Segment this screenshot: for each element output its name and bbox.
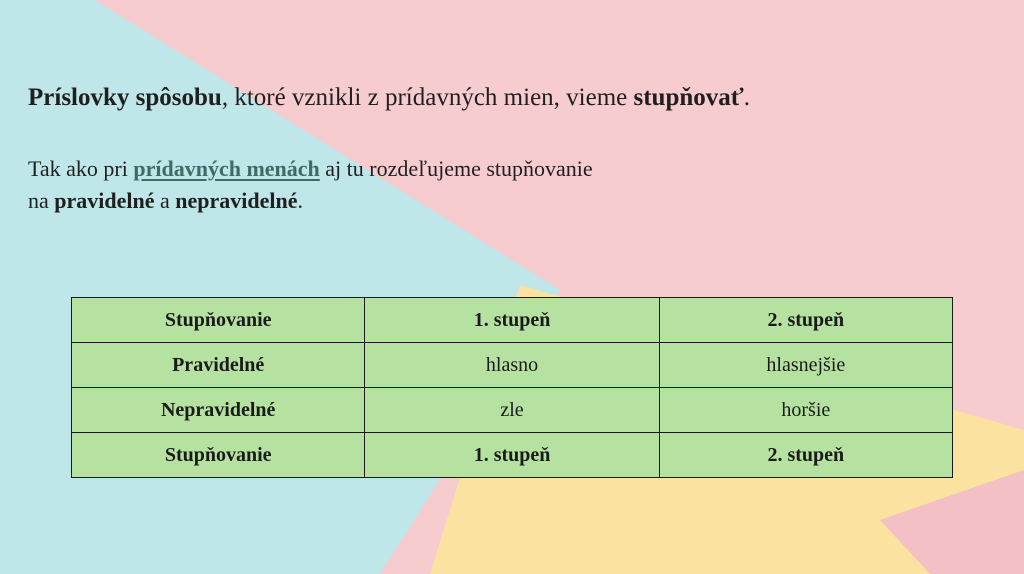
table-cell: hlasnejšie [659,343,952,388]
paragraph-text: . [297,188,303,213]
heading-text: , ktoré vznikli z prídavných mien, vieme [221,84,634,111]
table-cell: hlasno [365,343,659,388]
table-cell: zle [365,388,659,433]
irregular-term: nepravidelné [175,188,298,213]
paragraph-line-2 [28,188,303,214]
paragraph-line-1 [28,156,593,182]
paragraph-text: aj tu rozdeľujeme stupňovanie [319,156,593,181]
heading-bold-verb: stupňovať [633,84,744,111]
slide-heading [28,84,750,112]
table-cell: 2. stupeň [659,433,952,478]
heading-bold-term: Príslovky spôsobu [28,84,222,111]
table-cell: 1. stupeň [365,298,659,343]
table-row [72,343,953,388]
table-cell: 2. stupeň [659,298,952,343]
table-cell: Stupňovanie [72,298,365,343]
table-header-row [72,298,953,343]
heading-period: . [743,84,751,111]
comparison-table [71,297,953,478]
paragraph-text: na [28,188,55,213]
table-cell: Stupňovanie [72,433,365,478]
table-cell: 1. stupeň [365,433,659,478]
regular-term: pravidelné [54,188,155,213]
table-row [72,388,953,433]
adjectives-link[interactable]: prídavných menách [133,156,320,181]
table-cell: Pravidelné [72,343,365,388]
table-row [72,433,953,478]
table-cell: Nepravidelné [72,388,365,433]
paragraph-text: Tak ako pri [28,156,134,181]
table-cell: horšie [659,388,952,433]
paragraph-text: a [154,188,176,213]
